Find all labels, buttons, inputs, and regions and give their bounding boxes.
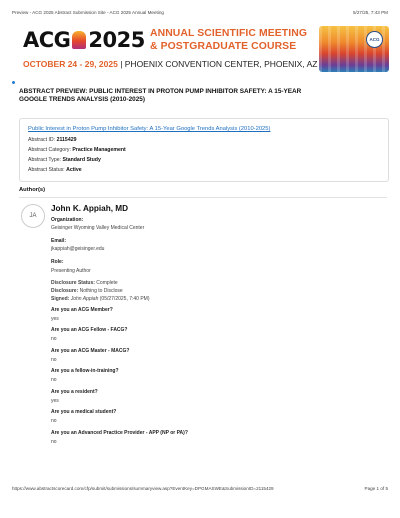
question-answer: yes bbox=[51, 398, 59, 404]
abstract-status-value: Active bbox=[66, 167, 82, 173]
question-label: Are you a medical student? bbox=[51, 409, 117, 415]
print-header-title: Preview - ACG 2025 Abstract Submission Site - ACG 2025 Annual Meeting bbox=[12, 10, 164, 15]
question-label: Are you an ACG Fellow - FACG? bbox=[51, 327, 128, 333]
abstract-card bbox=[19, 118, 389, 182]
torch-icon bbox=[72, 31, 86, 49]
question-label: Are you a resident? bbox=[51, 389, 98, 395]
signed-name: John Appiah bbox=[70, 296, 99, 302]
email-value: jkappiah@geisinger.edu bbox=[51, 246, 105, 252]
disclosure-status-label: Disclosure Status: bbox=[51, 280, 95, 286]
acg-seal-icon: ACG bbox=[366, 31, 383, 48]
banner-title-line1: ANNUAL SCIENTIFIC MEETING bbox=[150, 28, 308, 39]
disclosure-status-value: Complete bbox=[96, 280, 118, 286]
banner-venue: | PHOENIX CONVENTION CENTER, PHOENIX, AZ bbox=[120, 59, 318, 69]
bullet-dot-icon bbox=[12, 81, 15, 84]
print-header bbox=[12, 10, 388, 15]
question-label: Are you a fellow-in-training? bbox=[51, 368, 119, 374]
logo-acg: ACG bbox=[23, 28, 71, 52]
abstract-category-value: Practice Management bbox=[72, 147, 126, 153]
abstract-id-value: 2115429 bbox=[56, 137, 77, 143]
author-block bbox=[51, 204, 381, 445]
print-footer-page: Page 1 of 5 bbox=[364, 486, 388, 491]
page-title: ABSTRACT PREVIEW: PUBLIC INTEREST IN PROTON PUMP INHIBITOR SAFETY: A 15-YEAR GOOGLE TRENDS ANALYSIS (2010-2025) bbox=[19, 88, 302, 104]
banner-title-line2: & POSTGRADUATE COURSE bbox=[150, 41, 297, 52]
org-value: Geisinger Wyoming Valley Medical Center bbox=[51, 225, 145, 231]
question-answer: yes bbox=[51, 316, 59, 322]
abstract-type-row bbox=[28, 157, 101, 163]
abstract-category-label: Abstract Category: bbox=[28, 147, 71, 153]
print-footer bbox=[12, 486, 388, 491]
abstract-title-link[interactable]: Public Interest in Proton Pump Inhibitor Safety: A 15-Year Google Trends Analysis (2010-2025) bbox=[28, 126, 271, 132]
org-label: Organization: bbox=[51, 217, 84, 223]
banner-date-range: OCTOBER 24 - 29, 2025 bbox=[23, 59, 118, 69]
role-value: Presenting Author bbox=[51, 268, 91, 274]
disclosure-value: Nothing to Disclose bbox=[79, 288, 123, 294]
logo-year: 2025 bbox=[88, 28, 145, 52]
question-answer: no bbox=[51, 357, 57, 363]
question-label: Are you an Advanced Practice Provider - APP (NP or PA)? bbox=[51, 430, 188, 436]
abstract-type-label: Abstract Type: bbox=[28, 157, 62, 163]
question-answer: no bbox=[51, 377, 57, 383]
disclosure-status-row bbox=[51, 280, 118, 286]
abstract-status-label: Abstract Status: bbox=[28, 167, 65, 173]
acg-logo bbox=[23, 28, 145, 52]
disclosure-label: Disclosure: bbox=[51, 288, 79, 294]
disclosure-row bbox=[51, 288, 123, 294]
authors-heading: Author(s) bbox=[19, 187, 46, 193]
abstract-id-row bbox=[28, 137, 76, 143]
question-answer: no bbox=[51, 439, 57, 445]
author-avatar: JA bbox=[21, 204, 45, 228]
abstract-type-value: Standard Study bbox=[62, 157, 101, 163]
print-header-timestamp: 5/27/25, 7:43 PM bbox=[353, 10, 388, 15]
question-label: Are you an ACG Master - MACG? bbox=[51, 348, 130, 354]
question-answer: no bbox=[51, 418, 57, 424]
question-answer: no bbox=[51, 336, 57, 342]
signed-date: (05/27/2025, 7:40 PM) bbox=[99, 296, 150, 302]
banner-artwork bbox=[319, 26, 389, 72]
role-label: Role: bbox=[51, 259, 64, 265]
authors-divider bbox=[19, 197, 387, 198]
print-footer-url: https://www.abstractscorecard.com/cfp/submit/submissions/summaryview.asp?EventKey=DPGMASWE&SubmissionID=2115429 bbox=[12, 486, 274, 491]
signed-label: Signed: bbox=[51, 296, 70, 302]
email-label: Email: bbox=[51, 238, 67, 244]
abstract-id-label: Abstract ID: bbox=[28, 137, 56, 143]
abstract-status-row bbox=[28, 167, 82, 173]
question-label: Are you an ACG Member? bbox=[51, 307, 113, 313]
conference-banner bbox=[23, 26, 389, 72]
signed-row bbox=[51, 296, 150, 302]
banner-dates bbox=[23, 59, 317, 69]
abstract-category-row bbox=[28, 147, 126, 153]
author-name: John K. Appiah, MD bbox=[51, 204, 129, 213]
